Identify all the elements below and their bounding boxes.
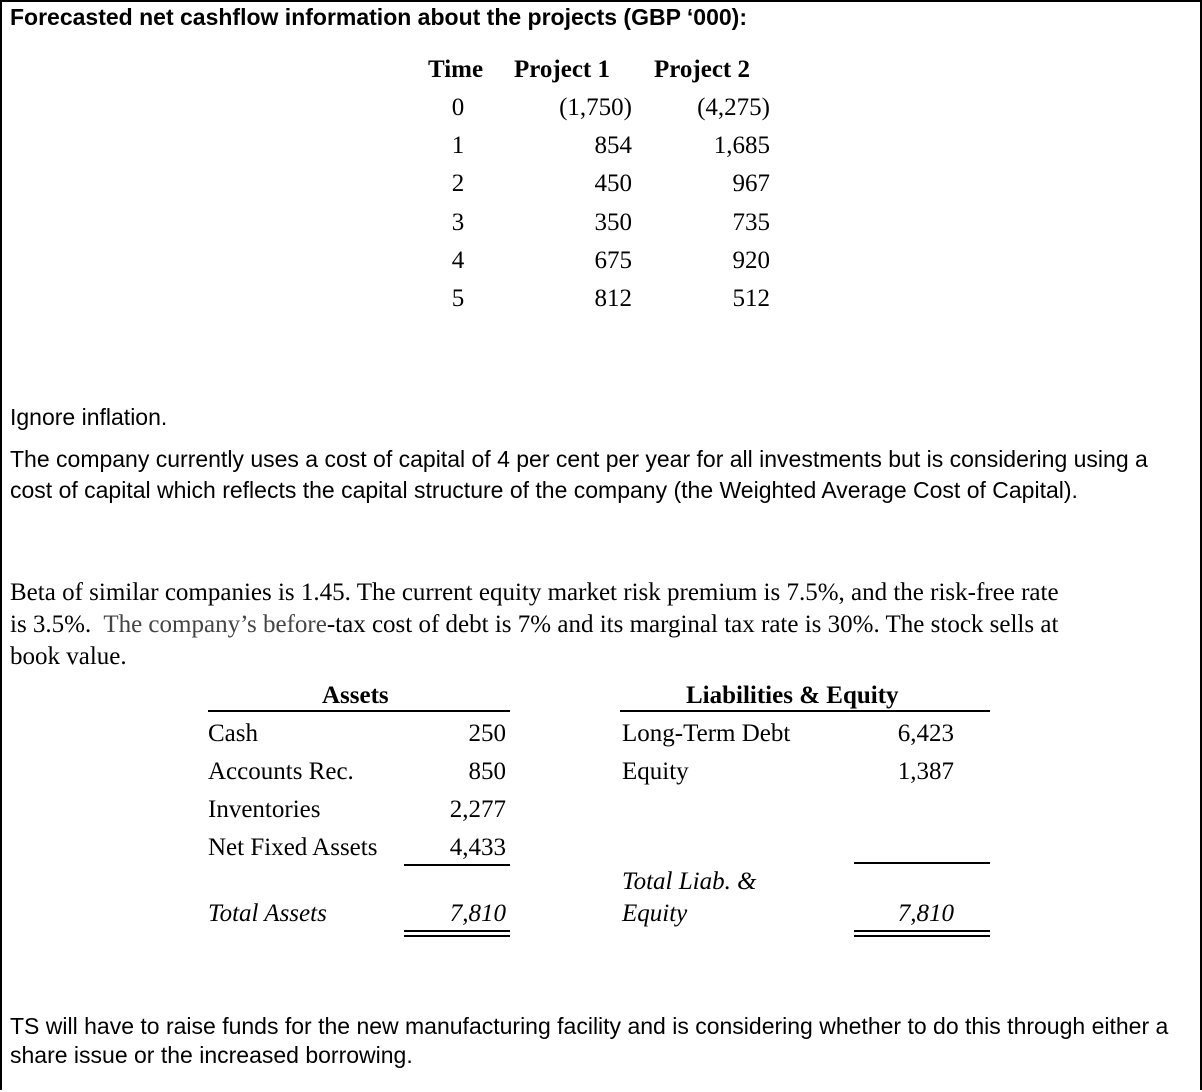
cashflow-heading: Forecasted net cashflow information about the projects (GBP ‘000):	[10, 4, 747, 30]
asset-label-inventories: Inventories	[208, 796, 321, 823]
cell-time-2: 2	[451, 170, 465, 197]
cell-p1-5: 812	[594, 285, 632, 312]
beta-line-2	[10, 609, 1190, 641]
total-liab-label-line-2: Equity	[622, 900, 688, 927]
header-time: Time	[428, 56, 484, 83]
total-liab-double-rule-2	[854, 935, 990, 937]
header-project-2: Project 2	[654, 56, 751, 83]
cell-time-4: 4	[451, 247, 465, 274]
beta-line-3: book value.	[10, 643, 127, 670]
cell-p2-5: 512	[732, 285, 770, 312]
asset-label-cash: Cash	[208, 720, 258, 747]
asset-value-inventories: 2,277	[449, 796, 506, 823]
cell-p1-3: 350	[594, 209, 632, 236]
liabilities-header-rule	[620, 710, 990, 712]
beta-paragraph	[10, 577, 1190, 673]
beta-line-2a: is 3.5%.	[10, 611, 104, 638]
cell-p2-4: 920	[732, 247, 770, 274]
total-assets-label: Total Assets	[208, 900, 327, 927]
cell-p2-0: (4,275)	[697, 94, 770, 121]
assets-subtotal-rule	[404, 864, 510, 866]
header-project-1: Project 1	[514, 56, 611, 83]
liabilities-header: Liabilities & Equity	[686, 682, 899, 709]
total-assets-double-rule-1	[404, 930, 510, 932]
cell-p1-1: 854	[594, 132, 632, 159]
funding-paragraph: TS will have to raise funds for the new manufacturing facility and is considering whether to do this through either a share issue or the increased borrowing.	[10, 1013, 1169, 1068]
cell-time-0: 0	[451, 94, 465, 121]
cost-of-capital-paragraph: The company currently uses a cost of capital of 4 per cent per year for all investments but is considering using a cost of capital which reflects the capital structure of the company (the Weighted Average Cost of Capital).	[10, 446, 1148, 503]
liability-label-long-term-debt: Long-Term Debt	[622, 720, 791, 747]
cell-p2-3: 735	[732, 209, 770, 236]
beta-line-2c: -tax cost of debt is 7% and its marginal tax rate is 30%. The stock sells at	[326, 611, 1059, 638]
cell-time-1: 1	[451, 132, 465, 159]
asset-value-accounts-rec: 850	[468, 758, 506, 785]
total-liab-value: 7,810	[897, 900, 954, 927]
liability-value-long-term-debt: 6,423	[897, 720, 954, 747]
asset-value-cash: 250	[468, 720, 506, 747]
total-liab-label-line-1: Total Liab. &	[622, 868, 757, 895]
beta-line-2b: The company’s before	[103, 611, 327, 638]
cell-p1-4: 675	[594, 247, 632, 274]
total-liab-double-rule-1	[854, 930, 990, 932]
assets-header: Assets	[322, 682, 389, 709]
liability-label-equity: Equity	[622, 758, 689, 785]
assets-header-rule	[208, 710, 510, 712]
cell-p1-0: (1,750)	[559, 94, 632, 121]
inflation-note: Ignore inflation.	[10, 404, 168, 430]
beta-line-1: Beta of similar companies is 1.45. The current equity market risk premium is 7.5%, and the risk-free rate	[10, 579, 1059, 606]
asset-value-net-fixed-assets: 4,433	[449, 834, 506, 861]
asset-label-net-fixed-assets: Net Fixed Assets	[208, 834, 378, 861]
cell-p2-2: 967	[732, 170, 770, 197]
asset-label-accounts-rec: Accounts Rec.	[208, 758, 354, 785]
cell-time-5: 5	[451, 285, 465, 312]
cell-time-3: 3	[451, 209, 465, 236]
liabilities-subtotal-rule	[854, 862, 990, 864]
cell-p2-1: 1,685	[713, 132, 770, 159]
liability-value-equity: 1,387	[897, 758, 954, 785]
total-assets-value: 7,810	[449, 900, 506, 927]
total-assets-double-rule-2	[404, 935, 510, 937]
cell-p1-2: 450	[594, 170, 632, 197]
